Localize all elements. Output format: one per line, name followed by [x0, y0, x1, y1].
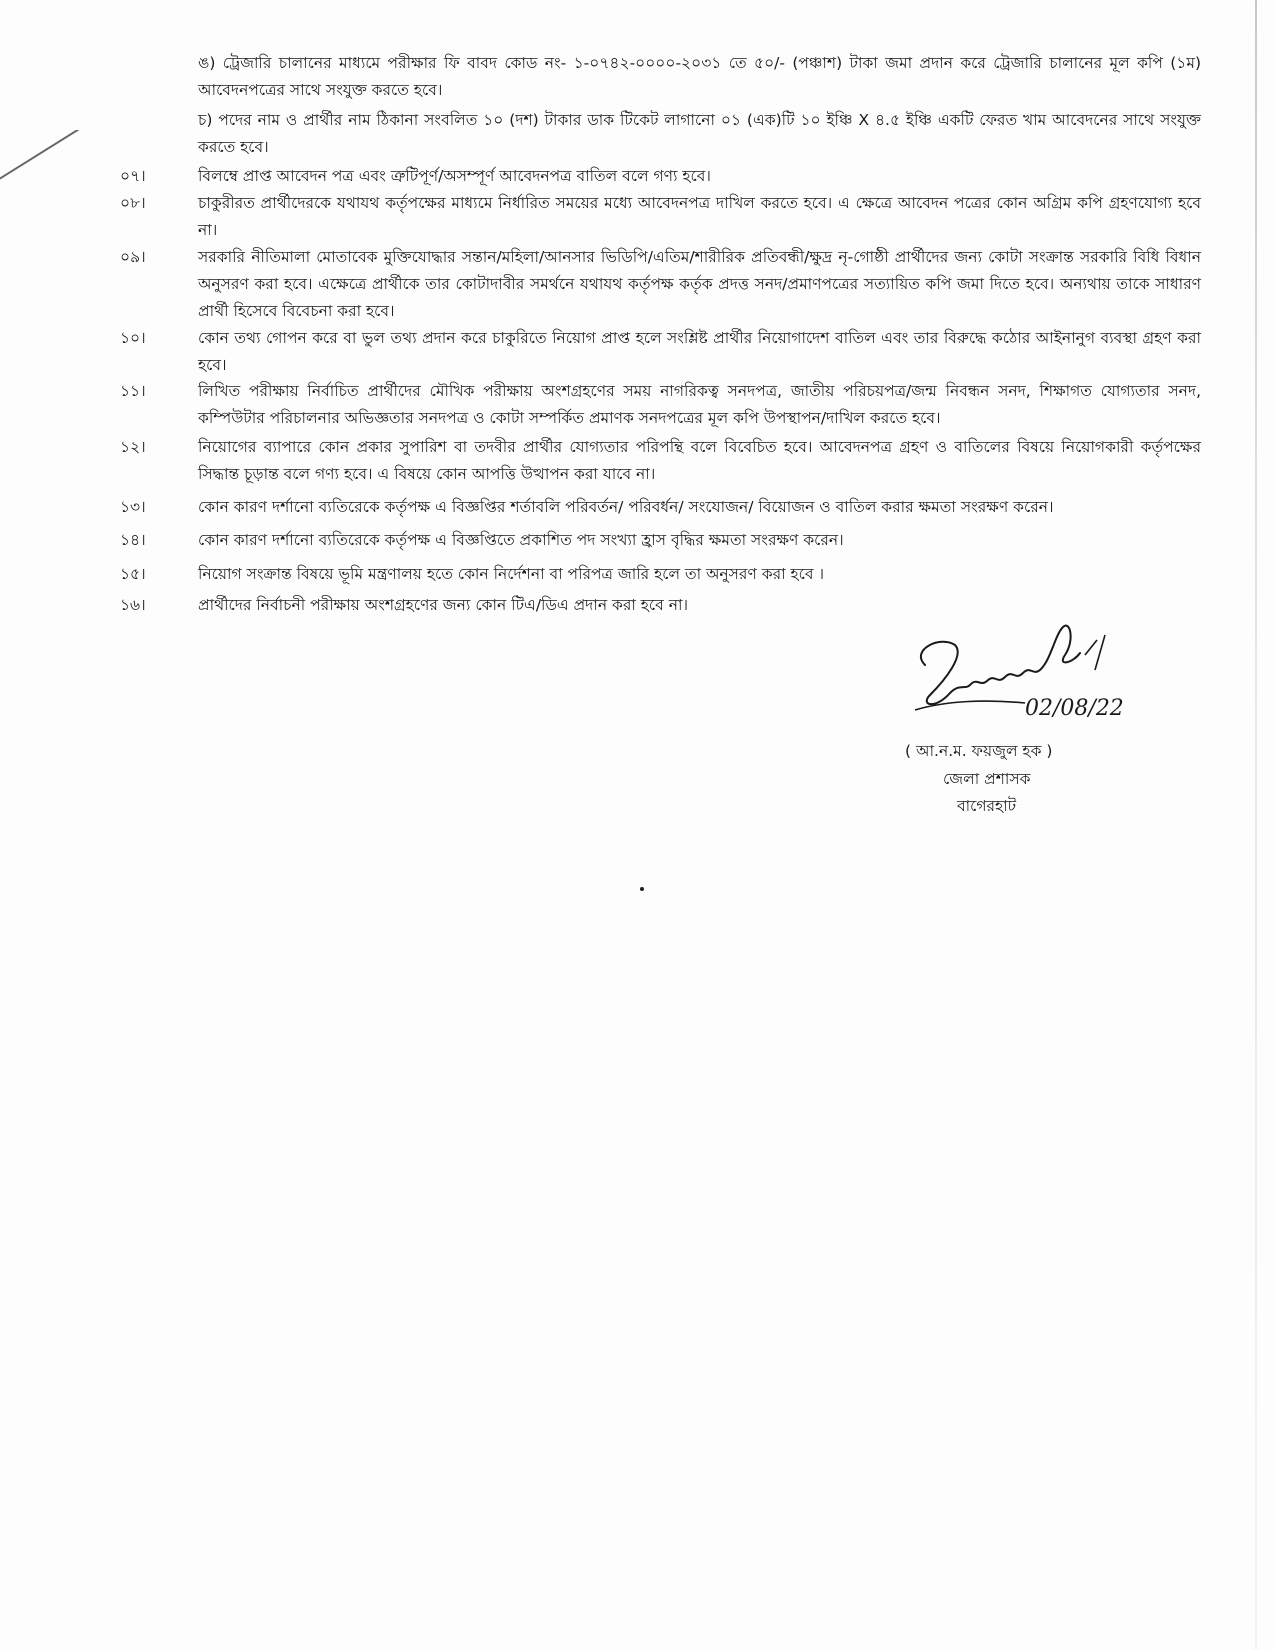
clause-sub-uma: ঙ) ট্রেজারি চালানের মাধ্যমে পরীক্ষার ফি বাবদ কোড নং- ১-০৭৪২-০০০০-২০৩১ তে ৫০/- (পঞ্চাশ) টাকা জমা প্রদান করে ট্রেজারি চালানের মূল কপি (১ম) আবেদনপত্রের সাথে সংযুক্ত করতে হবে। [198, 54, 1201, 99]
clause-number: ০৭। [120, 167, 146, 185]
clause-08 [120, 190, 1201, 244]
signature-date: 02/08/22 [1025, 696, 1124, 721]
clause-text: বিলম্বে প্রাপ্ত আবেদন পত্র এবং ত্রুটিপূর্ণ/অসম্পূর্ণ আবেদনপত্র বাতিল বলে গণ্য হবে। [198, 167, 711, 185]
scan-corner-mark [0, 130, 110, 200]
clause-12 [120, 434, 1201, 488]
clause-sub-cha: চ) পদের নাম ও প্রার্থীর নাম ঠিকানা সংবলিত ১০ (দশ) টাকার ডাক টিকেট লাগানো ০১ (এক)টি ১০ ইঞ্চি X ৪.৫ ইঞ্চি একটি ফেরত খাম আবেদনের সাথে সংযুক্ত করতে হবে। [198, 111, 1201, 156]
signatory-name: ( আ.ন.ম. ফয়জুল হক ) [905, 742, 1053, 760]
clause-text: কোন তথ্য গোপন করে বা ভুল তথ্য প্রদান করে চাকুরিতে নিয়োগ প্রাপ্ত হলে সংশ্লিষ্ট প্রার্থীর নিয়োগাদেশ বাতিল এবং তার বিরুদ্ধে কঠোর আইনানুগ ব্যবস্থা গ্রহণ করা হবে। [198, 329, 1201, 374]
clause-10 [120, 325, 1201, 379]
clause-text: কোন কারণ দর্শানো ব্যতিরেকে কর্তৃপক্ষ এ বিজ্ঞপ্তিতে প্রকাশিত পদ সংখ্যা হ্রাস বৃদ্ধির ক্ষমতা সংরক্ষণ করেন। [198, 531, 844, 549]
handwritten-signature [905, 615, 1155, 740]
clause-13 [120, 494, 1201, 521]
clause-number: ১৪। [120, 531, 146, 549]
signature-block [905, 615, 1155, 825]
clause-text: প্রার্থীদের নির্বাচনী পরীক্ষায় অংশগ্রহণের জন্য কোন টিএ/ডিএ প্রদান করা হবে না। [198, 596, 689, 614]
clause-07 [120, 163, 1201, 190]
clause-text: লিখিত পরীক্ষায় নির্বাচিত প্রার্থীদের মৌখিক পরীক্ষায় অংশগ্রহণের সময় নাগরিকত্ব সনদপত্র, জাতীয় পরিচয়পত্র/জন্ম নিবন্ধন সনদ, শিক্ষাগত যোগ্যতার সনদ, কম্পিউটার পরিচালনার অভিজ্ঞতার সনদপত্র ও কোটা সম্পর্কিত প্রমাণক সনদপত্রের মূল কপি উপস্থাপন/দাখিল করতে হবে। [198, 382, 1201, 427]
scan-edge [1255, 0, 1257, 1650]
clause-number: ১৩। [120, 498, 146, 516]
clause-14 [120, 527, 1201, 554]
clause-text: চাকুরীরত প্রার্থীদেরকে যথাযথ কর্তৃপক্ষের মাধ্যমে নির্ধারিত সময়ের মধ্যে আবেদনপত্র দাখিল করতে হবে। এ ক্ষেত্রে আবেদন পত্রের কোন অগ্রিম কপি গ্রহণযোগ্য হবে না। [198, 194, 1201, 239]
scan-speck [640, 887, 644, 891]
clause-text: নিয়োগ সংক্রান্ত বিষয়ে ভূমি মন্ত্রণালয় হতে কোন নির্দেশনা বা পরিপত্র জারি হলে তা অনুসরণ করা হবে । [198, 565, 825, 583]
clause-number: ১২। [120, 438, 146, 456]
clause-number: ০৮। [120, 194, 146, 212]
clause-text: কোন কারণ দর্শানো ব্যতিরেকে কর্তৃপক্ষ এ বিজ্ঞপ্তির শর্তাবলি পরিবর্তন/ পরিবর্ধন/ সংযোজন/ বিয়োজন ও বাতিল করার ক্ষমতা সংরক্ষণ করেন। [198, 498, 1054, 516]
signature-underline [915, 701, 1025, 710]
signature-slash [1085, 635, 1105, 670]
clause-number: ১৬। [120, 596, 146, 614]
clause-number: ০৯। [120, 248, 146, 266]
signatory-title: জেলা প্রশাসক [943, 770, 1031, 788]
clause-number: ১১। [120, 382, 146, 400]
clause-09 [120, 244, 1201, 325]
clause-text: নিয়োগের ব্যাপারে কোন প্রকার সুপারিশ বা তদবীর প্রার্থীর যোগ্যতার পরিপন্থি বলে বিবেচিত হবে। আবেদনপত্র গ্রহণ ও বাতিলের বিষয়ে নিয়োগকারী কর্তৃপক্ষের সিদ্ধান্ত চূড়ান্ত বলে গণ্য হবে। এ বিষয়ে কোন আপত্তি উত্থাপন করা যাবে না। [198, 438, 1201, 483]
clause-number: ১৫। [120, 565, 146, 583]
signatory-place: বাগেরহাট [957, 797, 1017, 815]
clause-11 [120, 378, 1201, 432]
signature-stroke [921, 626, 1080, 705]
clause-15 [120, 561, 1201, 588]
clause-number: ১০। [120, 329, 146, 347]
clause-text: সরকারি নীতিমালা মোতাবেক মুক্তিযোদ্ধার সন্তান/মহিলা/আনসার ভিডিপি/এতিম/শারীরিক প্রতিবন্ধী/ক্ষুদ্র নৃ-গোষ্ঠী প্রার্থীদের জন্য কোটা সংক্রান্ত সরকারি বিধি বিধান অনুসরণ করা হবে। এক্ষেত্রে প্রার্থীকে তার কোটাদাবীর সমর্থনে যথাযথ কর্তৃপক্ষ কর্তৃক প্রদত্ত সনদ/প্রমাণপত্রের সত্যায়িত কপি জমা দিতে হবে। অন্যথায় তাকে সাধারণ প্রার্থী হিসেবে বিবেচনা করা হবে। [198, 248, 1201, 320]
